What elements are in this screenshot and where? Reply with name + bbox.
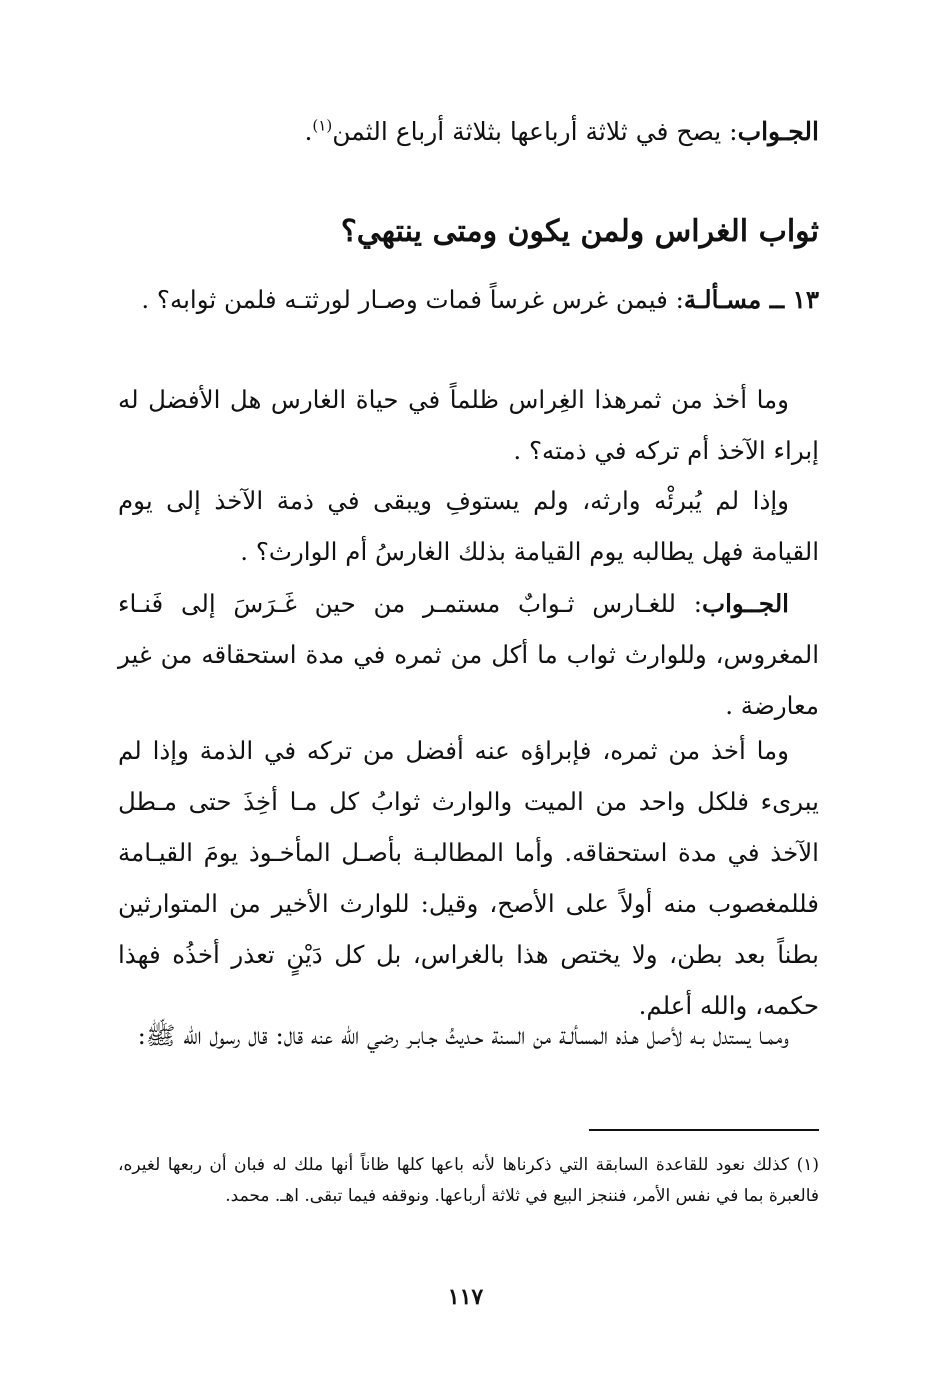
question-number-label: ١٣ ــ مسـألـة — [683, 285, 819, 314]
footnote: (١) كذلك نعود للقاعدة السابقة التي ذكرناها لأنه باعها كلها ظاناً أنها ملك له فبان أن ربعها لغيره، فالعبرة بما في نفس الأمر، فننجز البيع في ثلاثة أرباعها. ونوقفه فيما تبقى. اهـ. محمد. — [118, 1155, 819, 1206]
question-paragraph-1 — [118, 274, 819, 325]
question-text-3: وإذا لم يُبرئْه وارثه، ولم يستوفِ ويبقى في ذمة الآخذ إلى يوم القيامة فهل يطالبه يوم القيامة بذلك الغارسُ أم الوارث؟ . — [118, 486, 819, 566]
answer-paragraph-1 — [118, 578, 819, 731]
answer-end: . — [304, 117, 313, 146]
answer-label: الجـواب — [737, 117, 819, 146]
question-paragraph-3 — [118, 475, 819, 577]
question-paragraph-2 — [118, 374, 819, 476]
answer-text-1: : للغـارس ثـوابٌ مستمـر من حين غَـرَسَ إلى فَنـاء المغروس، وللوارث ثواب ما أكل من ثمره في مدة استحقاقه من غير معارضة . — [118, 589, 819, 720]
previous-answer — [118, 112, 819, 152]
answer-text: : يصح في ثلاثة أرباعها بثلاثة أرباع الثمن — [332, 117, 738, 146]
answer-paragraph-2 — [118, 725, 819, 1031]
footnote-reference[interactable]: (١) — [312, 116, 333, 135]
page-number: ١١٧ — [447, 1284, 484, 1310]
question-text-1: : فيمن غرس غرساً فمات وصـار لورثتـه فلمن ثوابه؟ . — [141, 285, 684, 314]
question-text-2: وما أخذ من ثمرهذا الغِراس ظلماً في حياة الغارس هل الأفضل له إبراء الآخذ أم تركه في ذمته؟ . — [118, 385, 819, 465]
answer-text-2: وما أخذ من ثمره، فإبراؤه عنه أفضل من تركه في الذمة وإذا لم يبرىء فلكل واحد من الميت والوارث ثوابُ كل مـا أخِذَ حتى مـطل الآخذ في مدة استحقاقه. وأما المطالبـة بأصـل المأخـوذ يومَ القيـامة فللمغصوب منه أولاً على الأصح، وقيل: للوارث الأخير من المتوارثين بطناً بعد بطن، ولا يختص هذا بالغراس، بل كل دَيْنٍ تعذر أخذُه فهذا حكمه، والله أعلم. — [118, 736, 819, 1020]
footnote-separator — [589, 1129, 819, 1131]
answer-label-main: الجــواب — [702, 589, 789, 618]
section-heading: ثواب الغراس ولمن يكون ومتى ينتهي؟ — [340, 214, 819, 249]
answer-paragraph-3 — [118, 1010, 819, 1061]
answer-text-3: وممـا يستدل بـه لأصل هـذه المسألـة من السنة حـديثُ جـابـر رضي الله عنه قال: قال رسول الله ﷺ: — [137, 1021, 789, 1050]
